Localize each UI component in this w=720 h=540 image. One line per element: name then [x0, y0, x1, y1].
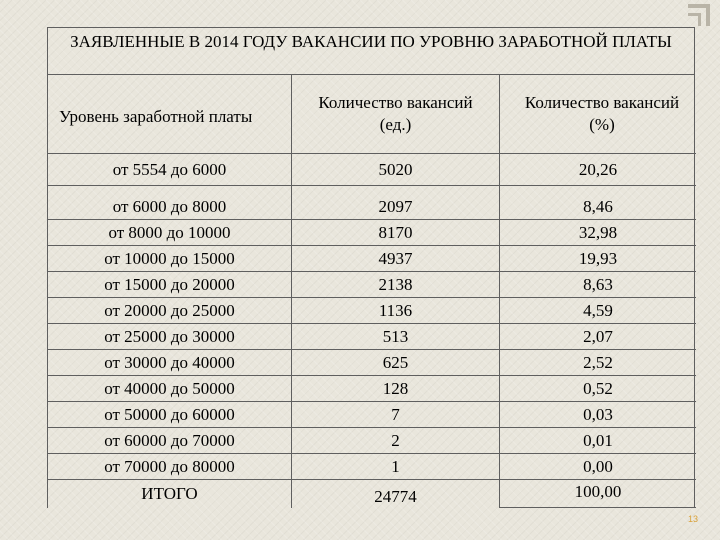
table-cell-vacancy-percent: 8,63	[500, 272, 696, 298]
table-cell-salary-range: от 60000 до 70000	[48, 428, 292, 454]
table-grid	[47, 75, 695, 508]
table-cell-vacancy-count: 2	[292, 428, 500, 454]
table-cell-vacancy-count: 8170	[292, 220, 500, 246]
table-cell-vacancy-percent: 19,93	[500, 246, 696, 272]
table-cell-salary-range: от 40000 до 50000	[48, 376, 292, 402]
table-cell-vacancy-percent: 0,52	[500, 376, 696, 402]
table-cell-vacancy-count: 1	[292, 454, 500, 480]
table-cell-vacancy-count: 625	[292, 350, 500, 376]
table-cell-salary-range: от 5554 до 6000	[48, 154, 292, 186]
table-cell-vacancy-count: 2138	[292, 272, 500, 298]
table-cell-vacancy-percent: 0,03	[500, 402, 696, 428]
table-cell-salary-range: от 20000 до 25000	[48, 298, 292, 324]
table-cell-vacancy-count: 128	[292, 376, 500, 402]
table-cell-salary-range: от 6000 до 8000	[48, 186, 292, 220]
table-cell-vacancy-percent: 2,07	[500, 324, 696, 350]
table-cell-salary-range: от 50000 до 60000	[48, 402, 292, 428]
total-label: ИТОГО	[48, 480, 292, 508]
table-cell-salary-range: от 8000 до 10000	[48, 220, 292, 246]
table-cell-vacancy-percent: 0,00	[500, 454, 696, 480]
table-title: ЗАЯВЛЕННЫЕ В 2014 ГОДУ ВАКАНСИИ ПО УРОВНЮ ЗАРАБОТНОЙ ПЛАТЫ	[47, 27, 695, 75]
header-salary-level: Уровень заработной платы	[48, 75, 292, 154]
table-cell-vacancy-count: 2097	[292, 186, 500, 220]
table-cell-vacancy-count: 4937	[292, 246, 500, 272]
header-vacancy-percent: Количество вакансий (%)	[500, 75, 696, 154]
table-cell-vacancy-percent: 2,52	[500, 350, 696, 376]
table-cell-vacancy-count: 1136	[292, 298, 500, 324]
header-vacancy-count: Количество вакансий (ед.)	[292, 75, 500, 154]
page-number: 13	[688, 514, 699, 524]
table-cell-salary-range: от 10000 до 15000	[48, 246, 292, 272]
table-cell-vacancy-percent: 0,01	[500, 428, 696, 454]
table-cell-vacancy-percent: 8,46	[500, 186, 696, 220]
table-cell-salary-range: от 70000 до 80000	[48, 454, 292, 480]
table-cell-vacancy-percent: 20,26	[500, 154, 696, 186]
total-vacancy-count: 24774	[292, 480, 500, 508]
table-cell-vacancy-percent: 32,98	[500, 220, 696, 246]
table-cell-vacancy-count: 7	[292, 402, 500, 428]
table-cell-vacancy-count: 513	[292, 324, 500, 350]
total-vacancy-percent: 100,00	[500, 480, 696, 508]
salary-vacancies-table	[47, 27, 695, 508]
table-cell-salary-range: от 25000 до 30000	[48, 324, 292, 350]
table-cell-salary-range: от 30000 до 40000	[48, 350, 292, 376]
table-cell-vacancy-count: 5020	[292, 154, 500, 186]
table-cell-salary-range: от 15000 до 20000	[48, 272, 292, 298]
table-cell-vacancy-percent: 4,59	[500, 298, 696, 324]
